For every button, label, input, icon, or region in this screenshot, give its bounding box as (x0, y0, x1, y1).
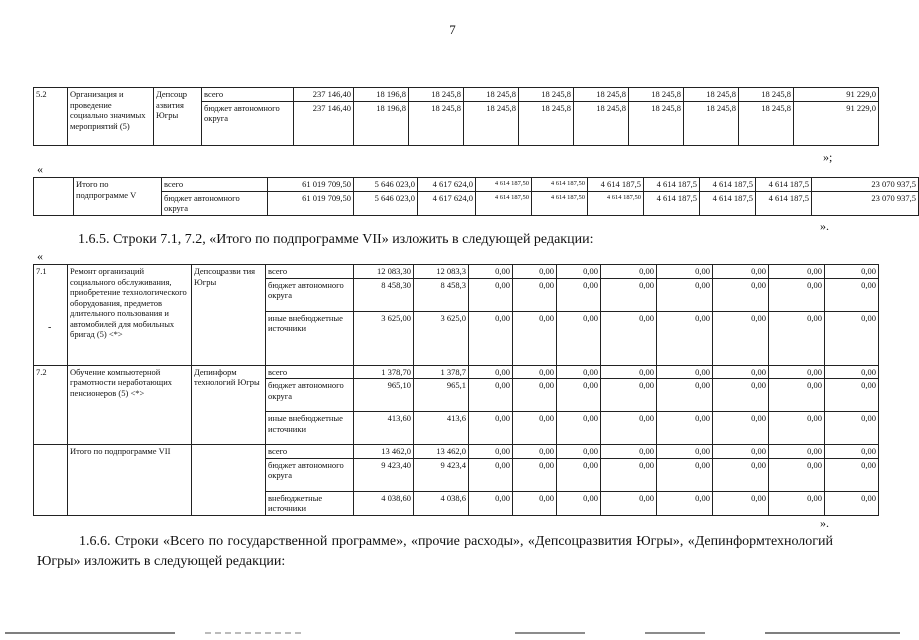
value-cell: 0,00 (825, 458, 879, 491)
value-cell: 0,00 (469, 311, 513, 365)
value-cell: 91 229,0 (794, 101, 879, 145)
close-quote: ». (820, 219, 829, 233)
value-cell: 18 245,8 (409, 88, 464, 102)
table-row (34, 178, 919, 192)
value-cell: 0,00 (557, 458, 601, 491)
value-cell: 0,00 (557, 379, 601, 412)
value-cell: 91 229,0 (794, 88, 879, 102)
open-quote: « (37, 162, 43, 176)
value-cell: 18 245,8 (574, 101, 629, 145)
source-cell: внебюджетные источники (266, 491, 354, 515)
value-cell: 0,00 (513, 412, 557, 445)
value-cell: 0,00 (769, 445, 825, 459)
value-cell: 18 245,8 (409, 101, 464, 145)
value-cell: 5 646 023,0 (354, 191, 418, 215)
row-executor: Депсоцразви тия Югры (192, 265, 266, 366)
value-cell: 8 458,30 (354, 278, 414, 311)
value-cell: 0,00 (713, 379, 769, 412)
table-subprogram-vii (33, 264, 879, 516)
value-cell: 18 245,8 (629, 88, 684, 102)
value-cell: 0,00 (713, 412, 769, 445)
page-number: 7 (449, 22, 456, 37)
value-cell: 0,00 (601, 445, 657, 459)
value-cell: 0,00 (657, 412, 713, 445)
value-cell: 13 462,0 (354, 445, 414, 459)
value-cell: 0,00 (657, 458, 713, 491)
row-number (34, 445, 68, 516)
value-cell: 5 646 023,0 (354, 178, 418, 192)
value-cell: 0,00 (513, 445, 557, 459)
value-cell: 0,00 (769, 365, 825, 379)
row-number: 5.2 (34, 88, 68, 146)
source-cell: иные внебюджетные источники (266, 311, 354, 365)
value-cell: 0,00 (825, 278, 879, 311)
value-cell: 0,00 (657, 311, 713, 365)
value-cell: 4 038,6 (414, 491, 469, 515)
value-cell: 0,00 (769, 458, 825, 491)
value-cell: 0,00 (769, 265, 825, 279)
value-cell: 23 070 937,5 (812, 191, 919, 215)
row-name: Обучение компьютерной грамотности неработающих пенсионеров (5) <*> (68, 365, 192, 445)
value-cell: 0,00 (825, 445, 879, 459)
table-total-subprogram-v (33, 177, 919, 216)
value-cell: 4 614 187,5 (700, 178, 756, 192)
value-cell: 4 614 187,5 (644, 191, 700, 215)
value-cell: 0,00 (469, 365, 513, 379)
value-cell: 0,00 (769, 311, 825, 365)
value-cell: 61 019 709,50 (268, 178, 354, 192)
value-cell: 4 614 187,50 (476, 191, 532, 215)
value-cell: 0,00 (513, 278, 557, 311)
value-cell: 23 070 937,5 (812, 178, 919, 192)
source-cell: бюджет автономного округа (266, 458, 354, 491)
value-cell: 965,10 (354, 379, 414, 412)
table-row (34, 88, 879, 102)
value-cell: 18 245,8 (464, 88, 519, 102)
value-cell: 0,00 (513, 379, 557, 412)
value-cell: 1 378,7 (414, 365, 469, 379)
value-cell: 4 614 187,50 (532, 191, 588, 215)
value-cell: 18 245,8 (464, 101, 519, 145)
value-cell: 18 245,8 (519, 88, 574, 102)
close-quote: ». (820, 516, 829, 530)
source-cell: всего (162, 178, 268, 192)
row-executor: Депинформ технологий Югры (192, 365, 266, 445)
value-cell: 0,00 (769, 278, 825, 311)
value-cell: 0,00 (601, 412, 657, 445)
value-cell: 0,00 (469, 491, 513, 515)
row-number: 7.1 (34, 265, 68, 366)
value-cell: 0,00 (825, 265, 879, 279)
row-name: Итого по подпрограмме VII (68, 445, 192, 516)
value-cell: 18 245,8 (574, 88, 629, 102)
value-cell: 4 614 187,5 (588, 178, 644, 192)
value-cell: 0,00 (469, 379, 513, 412)
value-cell: 237 146,40 (294, 101, 354, 145)
value-cell: 0,00 (657, 491, 713, 515)
value-cell: 0,00 (657, 445, 713, 459)
value-cell: 0,00 (601, 365, 657, 379)
value-cell: 18 245,8 (629, 101, 684, 145)
value-cell: 18 245,8 (739, 101, 794, 145)
value-cell: 0,00 (713, 311, 769, 365)
value-cell: 4 617 624,0 (418, 191, 476, 215)
value-cell: 0,00 (469, 458, 513, 491)
value-cell: 18 245,8 (684, 88, 739, 102)
value-cell: 0,00 (825, 311, 879, 365)
value-cell: 0,00 (513, 365, 557, 379)
value-cell: 1 378,70 (354, 365, 414, 379)
value-cell: 18 245,8 (519, 101, 574, 145)
source-cell: всего (266, 265, 354, 279)
source-cell: всего (266, 365, 354, 379)
value-cell: 0,00 (601, 379, 657, 412)
value-cell: 3 625,0 (414, 311, 469, 365)
value-cell: 0,00 (713, 491, 769, 515)
value-cell: 8 458,3 (414, 278, 469, 311)
value-cell: 4 614 187,5 (700, 191, 756, 215)
blank-cell (34, 178, 74, 216)
value-cell: 13 462,0 (414, 445, 469, 459)
row-number: 7.2 (34, 365, 68, 445)
page-edge-marks (5, 630, 900, 636)
value-cell: 4 614 187,50 (476, 178, 532, 192)
source-cell: всего (202, 88, 294, 102)
value-cell: 18 245,8 (739, 88, 794, 102)
value-cell: 0,00 (601, 311, 657, 365)
value-cell: 4 038,60 (354, 491, 414, 515)
value-cell: 0,00 (513, 491, 557, 515)
value-cell: 61 019 709,50 (268, 191, 354, 215)
value-cell: 237 146,40 (294, 88, 354, 102)
value-cell: 0,00 (601, 458, 657, 491)
value-cell: 0,00 (513, 311, 557, 365)
value-cell: 0,00 (713, 458, 769, 491)
value-cell: 0,00 (469, 445, 513, 459)
value-cell: 0,00 (769, 379, 825, 412)
value-cell: 0,00 (657, 365, 713, 379)
source-cell: бюджет автономного округа (266, 379, 354, 412)
value-cell: 0,00 (469, 265, 513, 279)
value-cell: 0,00 (825, 365, 879, 379)
value-cell: 0,00 (825, 379, 879, 412)
value-cell: 4 614 187,50 (588, 191, 644, 215)
value-cell: 12 083,3 (414, 265, 469, 279)
value-cell: 4 617 624,0 (418, 178, 476, 192)
value-cell: 18 196,8 (354, 88, 409, 102)
value-cell: 0,00 (713, 265, 769, 279)
value-cell: 0,00 (713, 278, 769, 311)
value-cell: 965,1 (414, 379, 469, 412)
value-cell: 0,00 (557, 311, 601, 365)
value-cell: 18 196,8 (354, 101, 409, 145)
value-cell: 0,00 (713, 365, 769, 379)
value-cell: 0,00 (601, 278, 657, 311)
value-cell: 0,00 (557, 412, 601, 445)
source-cell: бюджет автономного округа (266, 278, 354, 311)
close-quote: »; (823, 150, 833, 164)
open-quote: « (37, 249, 43, 263)
value-cell: 0,00 (601, 491, 657, 515)
paragraph-1-6-6: 1.6.6. Строки «Всего по государственной программе», «прочие расходы», «Депсоцразвития Югры», «Депинформтехнологий Югры» изложить в следующей редакции: (37, 534, 833, 569)
value-cell: 0,00 (657, 379, 713, 412)
value-cell: 0,00 (601, 265, 657, 279)
row-name: Ремонт организаций социального обслуживания, приобретение технологического оборудования, предметов длительного пользования и автомобилей для мобильных бригад (5) <*> (68, 265, 192, 366)
value-cell: 0,00 (825, 412, 879, 445)
value-cell: 0,00 (557, 278, 601, 311)
value-cell: 0,00 (513, 458, 557, 491)
row-executor: Депсоцр азвития Югры (154, 88, 202, 146)
value-cell: 0,00 (769, 412, 825, 445)
value-cell: 0,00 (469, 278, 513, 311)
table-row-5-2 (33, 87, 879, 146)
row-executor (192, 445, 266, 516)
table-row (34, 265, 879, 279)
value-cell: 0,00 (713, 445, 769, 459)
table-row (34, 191, 919, 215)
row-name: Итого по подпрограмме V (74, 178, 162, 216)
heading-1-6-5: 1.6.5. Строки 7.1, 7.2, «Итого по подпрограмме VII» изложить в следующей редакции: (78, 232, 594, 247)
row-mark: - (48, 322, 52, 333)
value-cell: 0,00 (557, 365, 601, 379)
row-name: Организация и проведение социально значимых мероприятий (5) (68, 88, 154, 146)
source-cell: бюджет автономного округа (202, 101, 294, 145)
value-cell: 0,00 (825, 491, 879, 515)
source-cell: иные внебюджетные источники (266, 412, 354, 445)
source-cell: всего (266, 445, 354, 459)
value-cell: 12 083,30 (354, 265, 414, 279)
value-cell: 413,6 (414, 412, 469, 445)
value-cell: 4 614 187,5 (756, 191, 812, 215)
table-row (34, 445, 879, 459)
value-cell: 413,60 (354, 412, 414, 445)
value-cell: 9 423,40 (354, 458, 414, 491)
value-cell: 4 614 187,50 (532, 178, 588, 192)
value-cell: 4 614 187,5 (644, 178, 700, 192)
value-cell: 9 423,4 (414, 458, 469, 491)
value-cell: 0,00 (557, 265, 601, 279)
value-cell: 3 625,00 (354, 311, 414, 365)
value-cell: 0,00 (657, 278, 713, 311)
value-cell: 0,00 (657, 265, 713, 279)
source-cell: бюджет автономного округа (162, 191, 268, 215)
value-cell: 18 245,8 (684, 101, 739, 145)
value-cell: 4 614 187,5 (756, 178, 812, 192)
value-cell: 0,00 (513, 265, 557, 279)
value-cell: 0,00 (769, 491, 825, 515)
table-row (34, 365, 879, 379)
value-cell: 0,00 (469, 412, 513, 445)
value-cell: 0,00 (557, 491, 601, 515)
value-cell: 0,00 (557, 445, 601, 459)
